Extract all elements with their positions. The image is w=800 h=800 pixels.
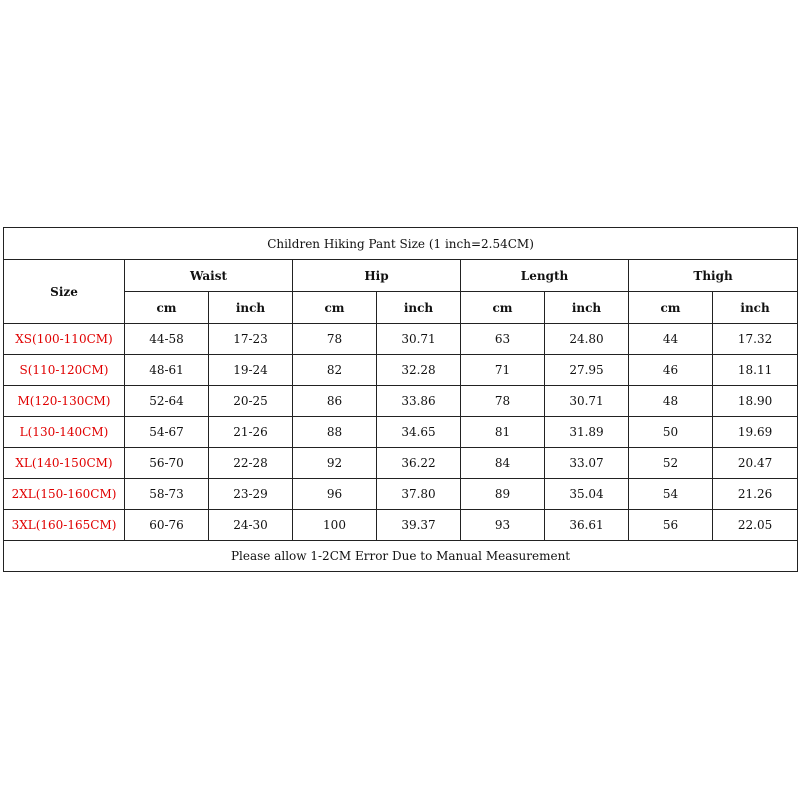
unit-header: inch xyxy=(209,292,293,324)
table-cell: 33.86 xyxy=(377,386,461,417)
unit-header: cm xyxy=(629,292,713,324)
unit-header: inch xyxy=(713,292,798,324)
size-chart-table xyxy=(3,227,798,572)
table-cell: 20.47 xyxy=(713,448,798,479)
table-row xyxy=(4,324,798,355)
table-cell: 60-76 xyxy=(125,510,209,541)
table-cell: 36.61 xyxy=(545,510,629,541)
table-row xyxy=(4,479,798,510)
table-cell: 88 xyxy=(293,417,377,448)
table-cell: 81 xyxy=(461,417,545,448)
size-label: 3XL(160-165CM) xyxy=(4,510,125,541)
table-cell: 71 xyxy=(461,355,545,386)
table-cell: 21.26 xyxy=(713,479,798,510)
table-cell: 78 xyxy=(461,386,545,417)
table-cell: 84 xyxy=(461,448,545,479)
table-row xyxy=(4,386,798,417)
table-row xyxy=(4,448,798,479)
table-row xyxy=(4,355,798,386)
table-cell: 23-29 xyxy=(209,479,293,510)
table-cell: 19-24 xyxy=(209,355,293,386)
table-cell: 50 xyxy=(629,417,713,448)
table-cell: 54 xyxy=(629,479,713,510)
table-cell: 19.69 xyxy=(713,417,798,448)
table-cell: 24.80 xyxy=(545,324,629,355)
table-cell: 27.95 xyxy=(545,355,629,386)
table-cell: 31.89 xyxy=(545,417,629,448)
size-label: M(120-130CM) xyxy=(4,386,125,417)
table-cell: 89 xyxy=(461,479,545,510)
table-title: Children Hiking Pant Size (1 inch=2.54CM) xyxy=(4,228,798,260)
table-cell: 44 xyxy=(629,324,713,355)
table-cell: 36.22 xyxy=(377,448,461,479)
table-cell: 86 xyxy=(293,386,377,417)
table-cell: 100 xyxy=(293,510,377,541)
table-cell: 24-30 xyxy=(209,510,293,541)
hip-header: Hip xyxy=(293,260,461,292)
unit-header: cm xyxy=(293,292,377,324)
table-cell: 56 xyxy=(629,510,713,541)
size-label: XS(100-110CM) xyxy=(4,324,125,355)
table-cell: 48 xyxy=(629,386,713,417)
table-cell: 30.71 xyxy=(545,386,629,417)
unit-header: cm xyxy=(461,292,545,324)
unit-header: cm xyxy=(125,292,209,324)
thigh-header: Thigh xyxy=(629,260,798,292)
table-cell: 56-70 xyxy=(125,448,209,479)
table-cell: 21-26 xyxy=(209,417,293,448)
measurement-note: Please allow 1-2CM Error Due to Manual Measurement xyxy=(4,541,798,572)
table-cell: 54-67 xyxy=(125,417,209,448)
table-cell: 17.32 xyxy=(713,324,798,355)
table-cell: 63 xyxy=(461,324,545,355)
table-cell: 33.07 xyxy=(545,448,629,479)
waist-header: Waist xyxy=(125,260,293,292)
table-cell: 52 xyxy=(629,448,713,479)
table-cell: 32.28 xyxy=(377,355,461,386)
table-cell: 48-61 xyxy=(125,355,209,386)
table-cell: 44-58 xyxy=(125,324,209,355)
table-cell: 78 xyxy=(293,324,377,355)
table-cell: 93 xyxy=(461,510,545,541)
table-cell: 22.05 xyxy=(713,510,798,541)
table-cell: 82 xyxy=(293,355,377,386)
unit-header: inch xyxy=(545,292,629,324)
size-label: L(130-140CM) xyxy=(4,417,125,448)
size-label: S(110-120CM) xyxy=(4,355,125,386)
table-cell: 39.37 xyxy=(377,510,461,541)
table-row xyxy=(4,510,798,541)
table-cell: 34.65 xyxy=(377,417,461,448)
table-cell: 22-28 xyxy=(209,448,293,479)
unit-header: inch xyxy=(377,292,461,324)
table-cell: 20-25 xyxy=(209,386,293,417)
table-cell: 52-64 xyxy=(125,386,209,417)
table-cell: 30.71 xyxy=(377,324,461,355)
table-cell: 37.80 xyxy=(377,479,461,510)
table-cell: 46 xyxy=(629,355,713,386)
table-cell: 35.04 xyxy=(545,479,629,510)
size-label: 2XL(150-160CM) xyxy=(4,479,125,510)
table-cell: 18.11 xyxy=(713,355,798,386)
table-cell: 18.90 xyxy=(713,386,798,417)
table-cell: 17-23 xyxy=(209,324,293,355)
size-header: Size xyxy=(4,260,125,324)
table-cell: 92 xyxy=(293,448,377,479)
table-row xyxy=(4,417,798,448)
size-label: XL(140-150CM) xyxy=(4,448,125,479)
table-cell: 58-73 xyxy=(125,479,209,510)
table-cell: 96 xyxy=(293,479,377,510)
length-header: Length xyxy=(461,260,629,292)
